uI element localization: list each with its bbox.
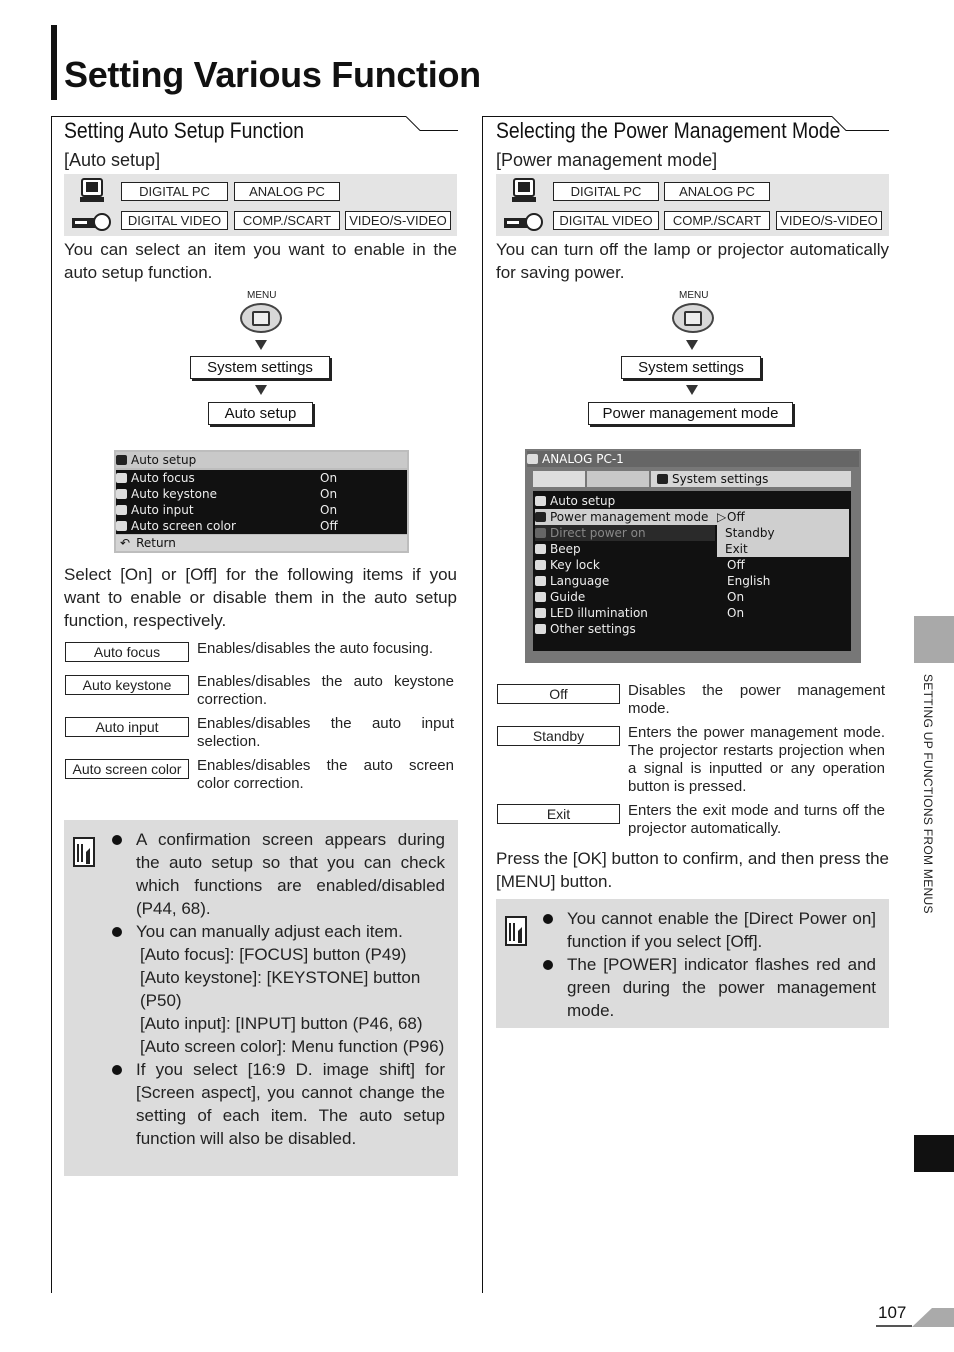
note-subitem: [Auto screen color]: Menu function (P96) <box>140 1037 445 1056</box>
screen-title: Auto setup <box>131 453 197 467</box>
menu-button-icon <box>240 303 282 333</box>
menu-button-icon <box>672 303 714 333</box>
option-desc: Enters the exit mode and turns off the projector automatically. <box>628 802 885 837</box>
memo-icon <box>504 915 530 949</box>
side-tab-block <box>914 1135 954 1172</box>
note-subitem: [Auto focus]: [FOCUS] button (P49) <box>140 945 407 964</box>
bullet-icon <box>112 927 122 937</box>
right-heading-rule-end <box>846 130 889 131</box>
screen-row-value: Off <box>727 558 745 572</box>
source-comp-scart: COMP./SCART <box>234 211 340 230</box>
screen-row-value: On <box>320 471 338 485</box>
right-heading-rule <box>482 116 832 117</box>
screen-row-value: Off <box>320 519 338 533</box>
source-digital-video: DIGITAL VIDEO <box>553 211 659 230</box>
right-section-heading: Selecting the Power Management Mode <box>496 118 841 143</box>
screen-row-label: Guide <box>550 590 586 604</box>
menu-caption: MENU <box>247 290 277 301</box>
auto-setup-screen: Auto setup Auto focus On Auto keystone On Auto input On Auto screen color Off ↶ Return <box>114 450 409 553</box>
screen-tab-title: System settings <box>672 472 769 486</box>
page-number-rule <box>876 1325 912 1327</box>
memo-icon <box>72 836 98 870</box>
screen-tab <box>587 471 649 487</box>
arrow-down-icon <box>686 340 698 350</box>
bullet-icon <box>112 1065 122 1075</box>
right-column-rule <box>482 116 483 1293</box>
screen-row-label: Direct power on <box>550 526 646 540</box>
screen-row-label: Beep <box>550 542 581 556</box>
note-item: The [POWER] indicator flashes red and green during the power management mode. <box>567 953 876 1022</box>
screen-row-label: Language <box>550 574 610 588</box>
option-desc: Enables/disables the auto screen color correction. <box>197 757 454 792</box>
screen-tab <box>533 471 585 487</box>
arrow-down-icon <box>255 340 267 350</box>
screen-row-label: Other settings <box>550 622 636 636</box>
option-label-standby: Standby <box>497 726 620 746</box>
bullet-icon <box>112 835 122 845</box>
option-desc: Disables the power management mode. <box>628 682 885 717</box>
note-subitem: [Auto input]: [INPUT] button (P46, 68) <box>140 1014 423 1033</box>
option-label-exit: Exit <box>497 804 620 824</box>
screen-row-value: On <box>727 606 745 620</box>
note-item: If you select [16:9 D. image shift] for [Screen aspect], you cannot change the setting of each item. The auto setup function will also be disabled. <box>136 1058 445 1150</box>
right-notes-box <box>496 899 889 1028</box>
left-notes-box <box>64 820 458 1176</box>
screen-row-value: English <box>727 574 771 588</box>
menu-caption: MENU <box>679 290 709 301</box>
video-deck-icon <box>502 208 546 234</box>
source-video-s-video: VIDEO/S-VIDEO <box>776 211 882 230</box>
title-accent-bar <box>51 25 57 100</box>
note-subitem: [Auto keystone]: [KEYSTONE] button (P50) <box>140 968 421 1010</box>
source-analog-pc: ANALOG PC <box>664 182 770 201</box>
left-section-heading: Setting Auto Setup Function <box>64 118 305 143</box>
screen-row-label: Power management mode <box>550 510 709 524</box>
option-desc: Enables/disables the auto keystone correction. <box>197 673 454 708</box>
source-digital-pc: DIGITAL PC <box>121 182 228 201</box>
left-intro-text: You can select an item you want to enable in the auto setup function. <box>64 240 457 282</box>
monitor-icon <box>78 178 108 204</box>
screen-row-label: Auto screen color <box>131 519 236 533</box>
option-label-auto-focus: Auto focus <box>65 642 189 662</box>
source-digital-video: DIGITAL VIDEO <box>121 211 228 230</box>
option-desc: Enters the power management mode. The projector restarts projection when a signal is inputted or any operation button is pressed. <box>628 724 885 795</box>
arrow-down-icon <box>686 385 698 395</box>
screen-row-value: On <box>727 590 745 604</box>
screen-row-label: Auto input <box>131 503 194 517</box>
bullet-icon <box>543 914 553 924</box>
flow-power-management-mode: Power management mode <box>588 402 793 425</box>
option-label-auto-screen-color: Auto screen color <box>65 759 189 779</box>
option-label-off: Off <box>497 684 620 704</box>
flow-system-settings: System settings <box>621 356 761 379</box>
screen-row-label: Auto focus <box>131 471 195 485</box>
screen-source-title: ANALOG PC-1 <box>542 452 624 466</box>
monitor-icon <box>510 178 540 204</box>
bullet-icon <box>543 960 553 970</box>
source-digital-pc: DIGITAL PC <box>553 182 659 201</box>
system-settings-screen: ANALOG PC-1 System settings Auto setup Power management mode ▷ Off Direct power on Standby Beep Exit Key lock Off Language English Guide On LED illumination On Other settings <box>525 449 861 663</box>
page-corner-wedge <box>912 1308 954 1327</box>
screen-row-label: LED illumination <box>550 606 648 620</box>
right-confirm-text: Press the [OK] button to confirm, and then press the [MENU] button. <box>496 849 889 891</box>
left-heading-rule-slant <box>406 116 421 131</box>
note-item: A confirmation screen appears during the auto setup so that you can check which functions are enabled/disabled (P44, 68). <box>136 828 445 920</box>
left-column-rule <box>51 116 52 1293</box>
right-section-subheading: [Power management mode] <box>496 150 718 170</box>
screen-row-label: Auto keystone <box>131 487 217 501</box>
video-deck-icon <box>70 208 114 234</box>
side-tab-marker <box>914 616 954 663</box>
screen-row-value: Standby <box>717 525 849 541</box>
arrow-down-icon <box>255 385 267 395</box>
option-desc: Enables/disables the auto input selection. <box>197 715 454 750</box>
screen-return: Return <box>136 536 176 550</box>
right-intro-text: You can turn off the lamp or projector automatically for saving power. <box>496 240 889 282</box>
side-tab-label: SETTING UP FUNCTIONS FROM MENUS <box>921 674 935 914</box>
note-item: You can manually adjust each item. [Auto focus]: [FOCUS] button (P49) [Auto keystone]: [KEYSTONE] button (P50) [Auto input]: [INPUT] button (P46, 68) [Auto screen color]: Menu function (P96) <box>136 920 445 1058</box>
option-label-auto-input: Auto input <box>65 717 189 737</box>
right-input-source-box <box>496 174 889 236</box>
note-item: You cannot enable the [Direct Power on] function if you select [Off]. <box>567 907 876 953</box>
left-instructions: Select [On] or [Off] for the following items if you want to enable or disable them in the auto setup function, respectively. <box>64 565 457 630</box>
flow-system-settings: System settings <box>190 356 330 379</box>
screen-row-value: Exit <box>717 541 849 557</box>
left-input-source-box <box>64 174 457 236</box>
source-video-s-video: VIDEO/S-VIDEO <box>345 211 451 230</box>
screen-row-value: On <box>320 503 338 517</box>
option-desc: Enables/disables the auto focusing. <box>197 640 433 657</box>
option-label-auto-keystone: Auto keystone <box>65 675 189 695</box>
screen-row-label: Auto setup <box>550 494 616 508</box>
page-number: 107 <box>878 1303 907 1322</box>
source-comp-scart: COMP./SCART <box>664 211 770 230</box>
screen-row-value: Off <box>727 510 745 524</box>
left-section-subheading: [Auto setup] <box>64 150 161 170</box>
page-title: Setting Various Function <box>64 54 481 95</box>
left-heading-rule-end <box>420 130 458 131</box>
flow-auto-setup: Auto setup <box>208 402 313 425</box>
source-analog-pc: ANALOG PC <box>234 182 340 201</box>
left-heading-rule <box>51 116 406 117</box>
screen-row-value: On <box>320 487 338 501</box>
screen-row-label: Key lock <box>550 558 600 572</box>
